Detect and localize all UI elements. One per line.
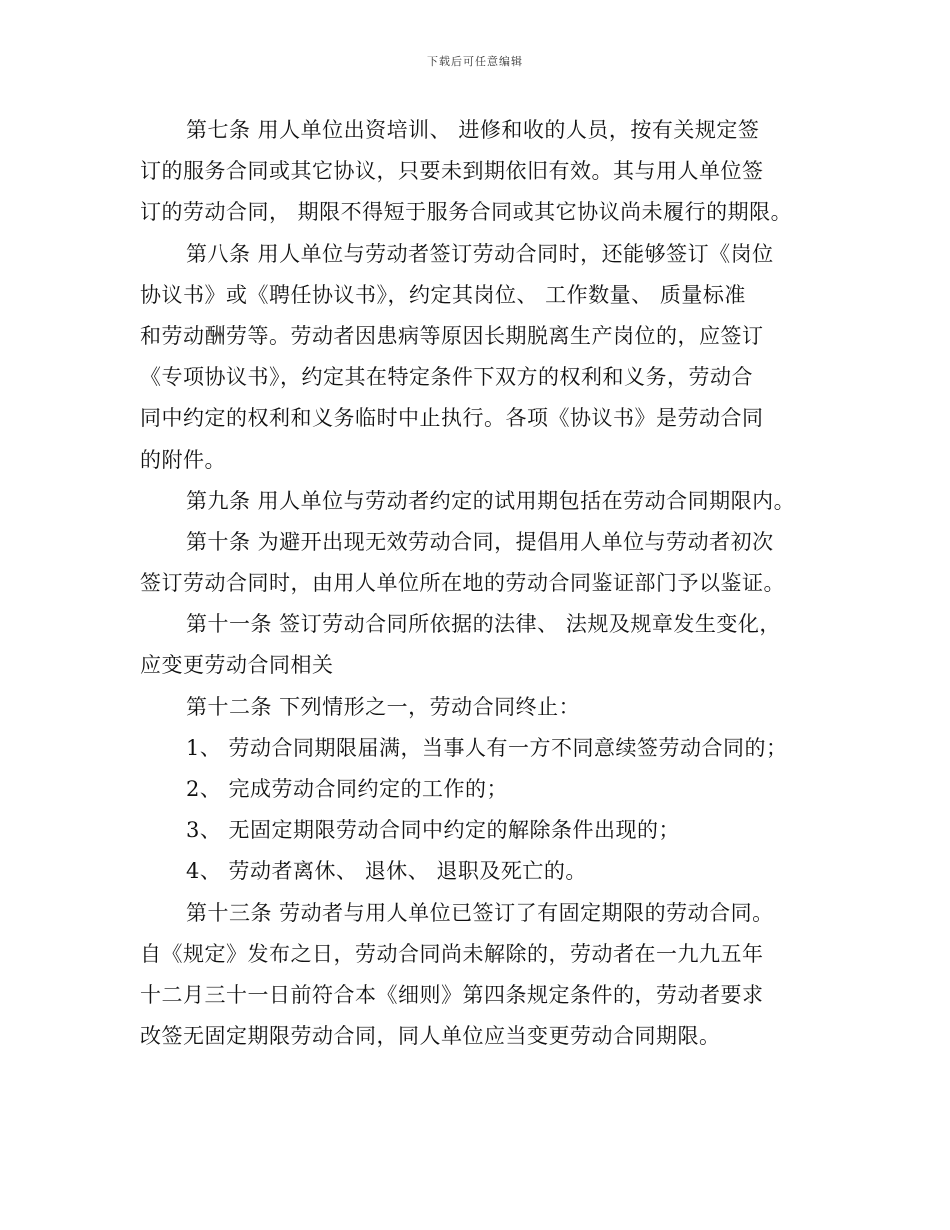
text-line: 应变更劳动合同相关 [140,653,334,678]
text-line: 第七条 用人单位出资培训、 进修和收的人员，按有关规定签 [186,118,760,142]
text-line: 第十一条 签订劳动合同所依据的法律、 法规及规章发生变化， [186,612,781,637]
text-line: 签订劳动合同时，由用人单位所在地的劳动合同鉴证部门予以鉴证。 [140,571,785,596]
text-line: 第十三条 劳动者与用人单位已签订了有固定期限的劳动合同。 [186,900,774,925]
document-body [140,110,840,1057]
text-line: 《专项协议书》，约定其在特定条件下双方的权利和义务，劳动合 [140,365,753,390]
text-line: 订的服务合同或其它协议，只要未到期依旧有效。其与用人单位签 [140,159,764,184]
list-item: 1、 劳动合同期限届满，当事人有一方不同意续签劳动合同的； [186,735,788,760]
text-line: 第十二条 下列情形之一，劳动合同终止： [186,694,581,719]
text-line: 的附件。 [140,447,226,472]
list-item: 2、 完成劳动合同约定的工作的； [186,777,509,801]
page-header: 下载后可任意编辑 [427,55,523,68]
text-line: 第八条 用人单位与劳动者签订劳动合同时，还能够签订《岗位 [186,241,774,266]
text-line: 同中约定的权利和义务临时中止执行。各项《协议书》是劳动合同 [140,406,764,431]
text-line: 协议书》或《聘任协议书》，约定其岗位、 工作数量、 质量标准 [140,282,746,307]
list-item: 4、 劳动者离休、 退休、 退职及死亡的。 [186,859,587,884]
list-item: 3、 无固定期限劳动合同中约定的解除条件出现的； [186,818,681,843]
text-line: 第九条 用人单位与劳动者约定的试用期包括在劳动合同期限内。 [186,488,796,513]
text-line: 第十条 为避开出现无效劳动合同，提倡用人单位与劳动者初次 [186,529,774,554]
text-line: 十二月三十一日前符合本《细则》第四条规定条件的，劳动者要求 [140,982,764,1007]
text-line: 和劳动酬劳等。劳动者因患病等原因长期脱离生产岗位的，应签订 [140,323,764,348]
text-line: 自《规定》发布之日，劳动合同尚未解除的，劳动者在一九九五年 [140,941,764,966]
text-line: 订的劳动合同， 期限不得短于服务合同或其它协议尚未履行的期限。 [140,200,793,225]
text-line: 改签无固定期限劳动合同，同人单位应当变更劳动合同期限。 [140,1024,721,1049]
